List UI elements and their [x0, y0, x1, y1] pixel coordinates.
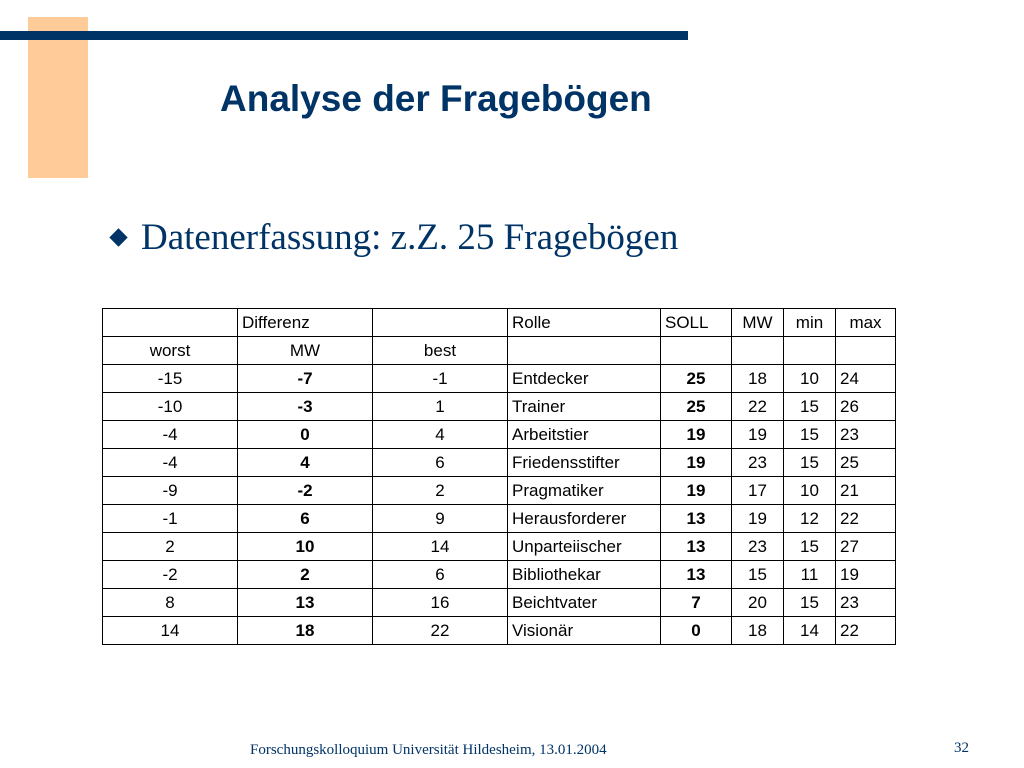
table-cell: 4 [373, 421, 508, 449]
table-cell: 19 [836, 561, 896, 589]
table-cell: 14 [784, 617, 836, 645]
table-cell: -3 [238, 393, 373, 421]
table-cell: best [373, 337, 508, 365]
table-cell: 22 [836, 617, 896, 645]
table-cell: Pragmatiker [508, 477, 661, 505]
table-cell: 6 [238, 505, 373, 533]
table-cell: 2 [373, 477, 508, 505]
table-cell: 4 [238, 449, 373, 477]
table-cell: SOLL [661, 309, 732, 337]
bullet-item [110, 216, 678, 259]
table-row [103, 477, 896, 505]
table-row [103, 589, 896, 617]
table-cell: 23 [732, 533, 784, 561]
diamond-bullet-icon [109, 228, 127, 246]
table-cell: Beichtvater [508, 589, 661, 617]
table-cell: 0 [238, 421, 373, 449]
top-bar [0, 31, 688, 40]
table-cell: -15 [103, 365, 238, 393]
table-cell: Arbeitstier [508, 421, 661, 449]
table-cell: 18 [732, 617, 784, 645]
table-cell: 13 [661, 533, 732, 561]
table-cell: 25 [836, 449, 896, 477]
table-cell: 22 [836, 505, 896, 533]
table-cell: 24 [836, 365, 896, 393]
table-cell: 12 [784, 505, 836, 533]
table-cell: 6 [373, 449, 508, 477]
table-row [103, 533, 896, 561]
table-cell: Rolle [508, 309, 661, 337]
table-cell: -10 [103, 393, 238, 421]
table-cell: Visionär [508, 617, 661, 645]
table-row [103, 393, 896, 421]
table-cell: 17 [732, 477, 784, 505]
table-row [103, 365, 896, 393]
table-cell: 0 [661, 617, 732, 645]
table-cell [103, 309, 238, 337]
table-cell: 14 [373, 533, 508, 561]
table-cell: MW [238, 337, 373, 365]
table-row [103, 449, 896, 477]
table-cell: 1 [373, 393, 508, 421]
table-cell: 13 [661, 561, 732, 589]
table-cell: 19 [661, 421, 732, 449]
table-cell: 18 [238, 617, 373, 645]
table-cell: 13 [661, 505, 732, 533]
table-cell: 8 [103, 589, 238, 617]
slide-title: Analyse der Fragebögen [220, 78, 652, 119]
table-cell [836, 337, 896, 365]
table-cell [508, 337, 661, 365]
table-row [103, 421, 896, 449]
table-row [103, 505, 896, 533]
table-cell: min [784, 309, 836, 337]
table-cell: 23 [836, 589, 896, 617]
table-cell: 16 [373, 589, 508, 617]
table-cell: Friedensstifter [508, 449, 661, 477]
table-cell [784, 337, 836, 365]
table-cell: 15 [784, 449, 836, 477]
bullet-text: Datenerfassung: z.Z. 25 Fragebögen [141, 217, 679, 258]
table-cell: 27 [836, 533, 896, 561]
header-row [103, 309, 896, 337]
data-table [102, 308, 896, 645]
table-cell: 11 [784, 561, 836, 589]
table-cell: 19 [732, 421, 784, 449]
table-cell [661, 337, 732, 365]
table-cell: 22 [732, 393, 784, 421]
table-cell: 21 [836, 477, 896, 505]
table-cell: 2 [103, 533, 238, 561]
page-number: 32 [954, 740, 969, 756]
table-cell: 23 [836, 421, 896, 449]
table-cell: -2 [238, 477, 373, 505]
table-cell: 22 [373, 617, 508, 645]
table-cell: 26 [836, 393, 896, 421]
table-cell: 2 [238, 561, 373, 589]
table-cell: MW [732, 309, 784, 337]
table-cell [732, 337, 784, 365]
table-cell: Differenz [238, 309, 373, 337]
table-cell: -1 [373, 365, 508, 393]
subheader-row [103, 337, 896, 365]
table-cell: -2 [103, 561, 238, 589]
table-cell: 19 [661, 449, 732, 477]
table-cell: 10 [238, 533, 373, 561]
table-cell: 14 [103, 617, 238, 645]
table-cell: worst [103, 337, 238, 365]
table-cell: -7 [238, 365, 373, 393]
table-cell: 18 [732, 365, 784, 393]
footer-text: Forschungskolloquium Universität Hildesheim, 13.01.2004 [250, 742, 607, 758]
table-cell: 6 [373, 561, 508, 589]
table-cell: Unparteiischer [508, 533, 661, 561]
table-cell: 20 [732, 589, 784, 617]
table-cell: Entdecker [508, 365, 661, 393]
table-cell: 23 [732, 449, 784, 477]
table-cell: 10 [784, 477, 836, 505]
table-cell: 15 [784, 589, 836, 617]
table-cell: 10 [784, 365, 836, 393]
table-cell: -9 [103, 477, 238, 505]
table-row [103, 617, 896, 645]
table-cell: 15 [732, 561, 784, 589]
table-cell: -4 [103, 421, 238, 449]
table-cell [373, 309, 508, 337]
table-cell: 19 [732, 505, 784, 533]
table-cell: 15 [784, 533, 836, 561]
table-cell: Herausforderer [508, 505, 661, 533]
table-cell: 25 [661, 393, 732, 421]
table-cell: Bibliothekar [508, 561, 661, 589]
table-row [103, 561, 896, 589]
table-cell: 15 [784, 393, 836, 421]
table-cell: -1 [103, 505, 238, 533]
table-cell: Trainer [508, 393, 661, 421]
table-cell: -4 [103, 449, 238, 477]
table-cell: max [836, 309, 896, 337]
table-cell: 7 [661, 589, 732, 617]
table-cell: 9 [373, 505, 508, 533]
table-cell: 15 [784, 421, 836, 449]
table-cell: 13 [238, 589, 373, 617]
table-cell: 25 [661, 365, 732, 393]
table-cell: 19 [661, 477, 732, 505]
accent-block [28, 17, 88, 178]
